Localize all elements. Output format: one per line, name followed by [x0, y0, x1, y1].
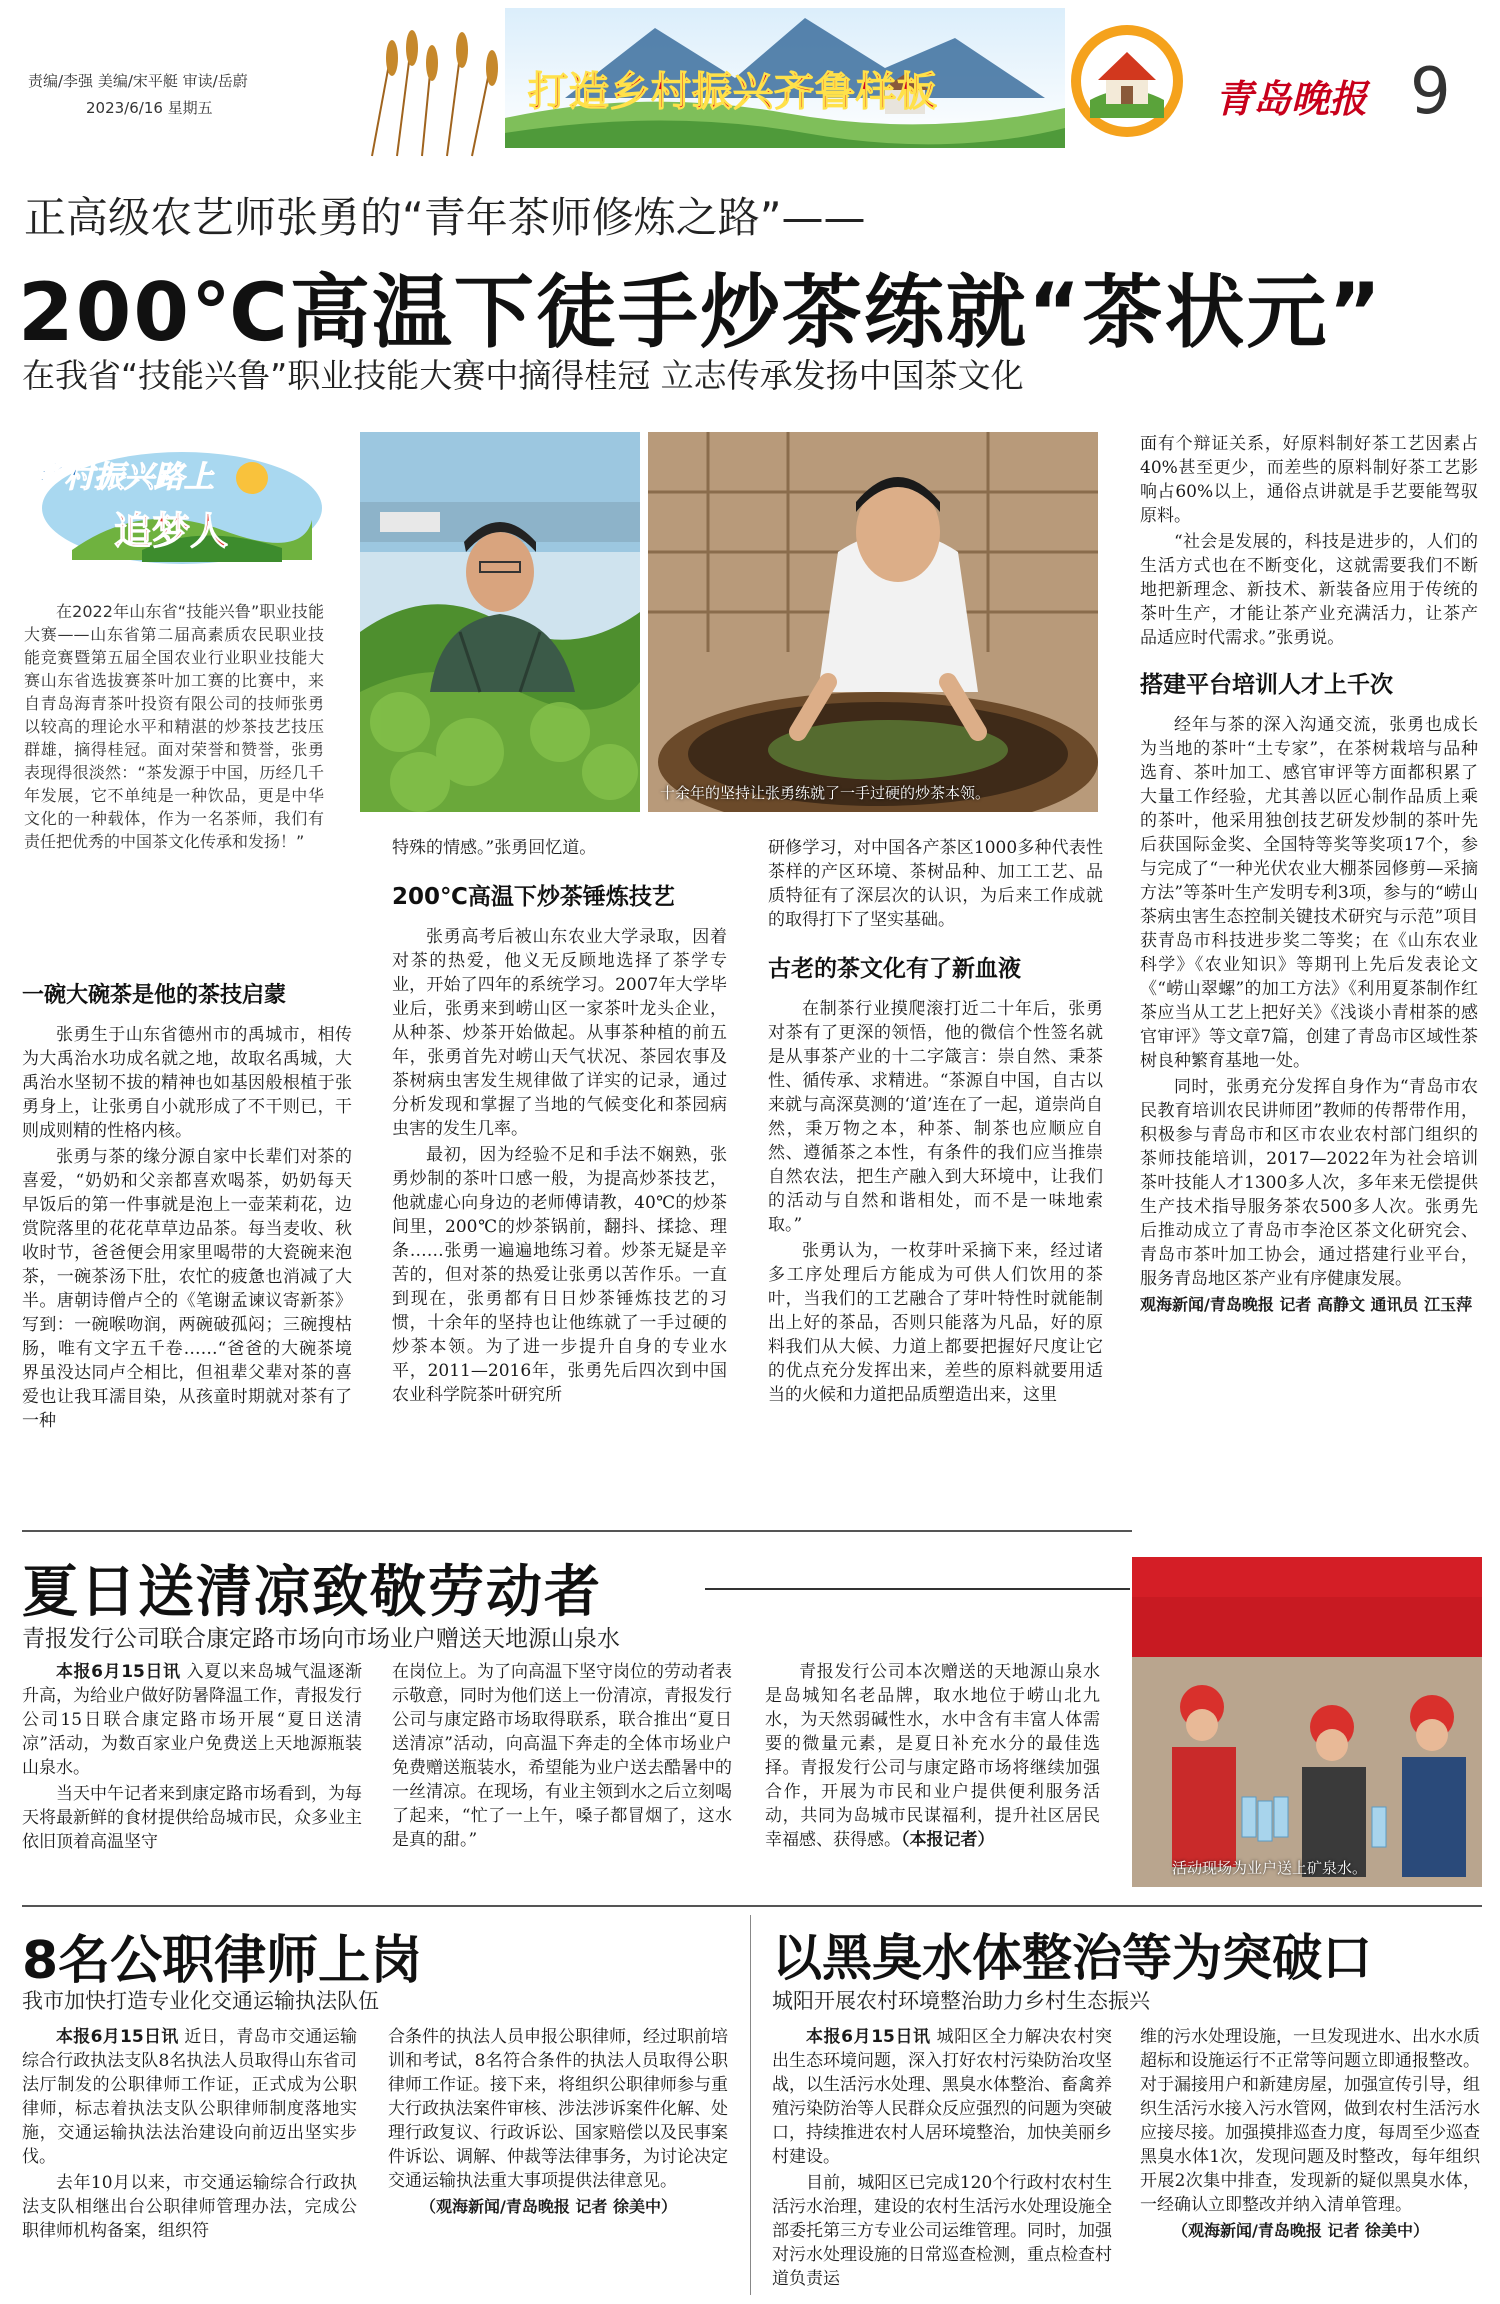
col3-paragraph-1: 在制茶行业摸爬滚打近二十年后，张勇对茶有了更深的领悟，他的微信个性签名就是从事茶产业的十二字箴言：崇自然、秉茶性、循传承、求精进。“茶源自中国，自古以来就与高深莫测的‘道’连在了一起，道崇尚自然，秉万物之本，种茶、制茶也应顺应自然、遵循茶之本性，有条件的我们应当推崇自然农法，把生产融入到大环境中，让我们的活动与自然和谐相处，而不是一味地索取。”: [768, 999, 1103, 1235]
story3-paragraph-3: 合条件的执法人员申报公职律师，经过职前培训和考试，8名符合条件的执法人员取得公职律师工作证。接下来，将组织公职律师参与重大行政执法案件审核、涉法涉诉案件化解、处理行政复议、行政诉讼、国家赔偿以及民事案件诉讼、调解、仲裁等法律事务，为讨论决定交通运输执法重大事项提供法律意见。: [388, 2027, 728, 2191]
story3-byline: （观海新闻/青岛晚报 记者 徐美中）: [420, 2197, 677, 2216]
section-divider: [22, 1530, 1132, 1532]
section-divider-2: [22, 1905, 1482, 1907]
lead-col3: [768, 836, 1103, 1516]
column-divider: [750, 1915, 751, 2295]
story2-col2: [392, 1660, 732, 1895]
col1-paragraph-2: 张勇与茶的缘分源自家中长辈们对茶的喜爱，“奶奶和父亲都喜欢喝茶，奶奶每天早饭后的第一件事就是泡上一壶茉莉花，边赏院落里的花花草草边品茶。每当麦收、秋收时节，爸爸便会用家里喝带的大瓷碗来泡茶，一碗茶汤下肚，农忙的疲惫也消减了大半。唐朝诗僧卢仝的《笔谢孟谏议寄新茶》写到：一碗喉吻润，两碗破孤闷；三碗搜枯肠，唯有文字五千卷……“爸爸的大碗茶境界虽没达同卢仝相比，但祖辈父辈对茶的喜爱也让我耳濡目染，从孩童时期就对茶有了一种: [22, 1147, 352, 1431]
col2-paragraph-2: 最初，因为经验不足和手法不娴熟，张勇炒制的茶叶口感一般，为提高炒茶技艺，他就虚心向身边的老师傅请教，40℃的炒茶间里，200℃的炒茶锅前，翻抖、揉捻、理条……张勇一遍遍地练习着。炒茶无疑是辛苦的，但对茶的热爱让张勇以苦作乐。一直到现在，张勇都有日日炒茶锤炼技艺的习惯，十余年的坚持也让他练就了一手过硬的炒茶本领。为了进一步提升自身的专业水平，2011—2016年，张勇先后四次到中国农业科学院茶叶研究所: [392, 1145, 727, 1405]
col4-paragraph-3: 经年与茶的深入沟通交流，张勇也成长为当地的茶叶“土专家”，在茶树栽培与品种选育、茶叶加工、感官审评等方面都积累了大量工作经验，尤其善以匠心制作品质上乘的茶叶，他采用独创技艺研发炒制的茶叶先后获国际金奖、全国特等奖等奖项17个，参与完成了“一种光伏农业大棚茶园修剪—采摘方法”等茶叶生产发明专利3项，参与的“崂山茶病虫害生态控制关键技术研究与示范”项目获青岛市科技进步奖二等奖；在《山东农业科学》《农业知识》等期刊上先后发表论文《“崂山翠螺”的加工方法》《利用夏茶制作红茶应当从工艺上把好关》《浅谈小青柑茶的感官审评》等文章7篇，创建了青岛市区域性茶树良种繁育基地一处。: [1140, 715, 1478, 1071]
tea-field-photo: [360, 432, 640, 812]
story2-col1: [22, 1660, 362, 1895]
badge-line2: 追梦人: [114, 509, 229, 553]
water-giveaway-photo-wrap: [1132, 1557, 1482, 1887]
lead-subtitle: 在我省“技能兴鲁”职业技能大赛中摘得桂冠 立志传承发扬中国茶文化: [22, 356, 1024, 395]
water-giveaway-photo: [1132, 1557, 1482, 1887]
paper-name: 青岛晚报: [1215, 76, 1368, 121]
lead-title: 200℃高温下徒手炒茶练就“茶状元”: [18, 266, 1384, 359]
col3-paragraph-0: 研修学习，对中国各产茶区1000多种代表性茶样的产区环境、茶树品种、加工工艺、品质特征有了深层次的认识，为后来工作成就的取得打下了坚实基础。: [768, 838, 1103, 930]
col1-paragraph-1: 张勇生于山东省德州市的禹城市，相传为大禹治水功成名就之地，故取名禹城，大禹治水坚韧不拔的精神也如基因般根植于张勇身上，让张勇自小就形成了不干则已，干则成则精的性格内核。: [22, 1025, 352, 1141]
section-heading-4: 搭建平台培训人才上千次: [1140, 672, 1393, 698]
col4-paragraph-1: 面有个辩证关系，好原料制好茶工艺因素占40%甚至更少，而差些的原料制好茶工艺影响占60%以上，通俗点讲就是手艺要能驾驭原料。: [1140, 434, 1478, 526]
wheat-icon: [352, 28, 512, 158]
story4-byline: （观海新闻/青岛晚报 记者 徐美中）: [1172, 2221, 1429, 2240]
story3-col2: [388, 2025, 728, 2295]
story3-p1-text: 近日，青岛市交通运输综合行政执法支队8名执法人员取得山东省司法厅制发的公职律师工作证，正式成为公职律师，标志着执法支队公职律师制度落地实施，交通运输执法法治建设向前迈出坚实步伐。: [22, 2027, 357, 2167]
lead-kicker: 正高级农艺师张勇的“青年茶师修炼之路”——: [24, 193, 866, 242]
story2-p4-text: 青报发行公司本次赠送的天地源山泉水是岛城知名老品牌，取水地位于崂山北九水，为天然弱碱性水，水中含有丰富人体需要的微量元素，是夏日补充水分的最佳选择。青报发行公司与康定路市场将继续加强合作，开展为市民和业户提供便利服务活动，共同为岛城市民谋福利，提升社区居民幸福感、获得感。: [765, 1662, 1100, 1850]
story2-paragraph-1: [22, 1660, 362, 1780]
editors-line: 责编/李强 美编/宋平艇 审读/岳蔚: [28, 72, 248, 90]
story3-col1: [22, 2025, 357, 2295]
story2-col3: [765, 1660, 1100, 1895]
story3-subtitle: 我市加快打造专业化交通运输执法队伍: [22, 1989, 379, 2013]
section-heading-2: 200℃高温下炒茶锤炼技艺: [392, 884, 675, 910]
lead-intro: [24, 600, 324, 960]
story2-title: 夏日送清凉致敬劳动者: [22, 1560, 602, 1625]
story3-title: 8名公职律师上岗: [22, 1931, 423, 1991]
lead-col1: [22, 970, 352, 1515]
col2-paragraph-1: 张勇高考后被山东农业大学录取，因着对茶的热爱，他义无反顾地选择了茶学专业，开始了四年的系统学习。2007年大学毕业后，张勇来到崂山区一家茶叶龙头企业，从种茶、炒茶开始做起。从事茶种植的前五年，张勇首先对崂山天气状况、茶园农事及茶树病虫害发生规律做了详实的记录，通过分析发现和掌握了当地的气候变化和茶园病虫害的发生几率。: [392, 927, 727, 1139]
story3-paragraph-2: 去年10月以来，市交通运输综合行政执法支队相继出台公职律师管理办法，完成公职律师机构备案，组织符: [22, 2173, 357, 2241]
story2-paragraph-4: [765, 1660, 1100, 1852]
story4-paragraph-2: 目前，城阳区已完成120个行政村农村生活污水治理，建设的农村生活污水处理设施全部委托第三方专业公司运维管理。同时，加强对污水处理设施的日常巡查检测，重点检查村道负责运: [772, 2173, 1112, 2289]
story2-byline: （本报记者）: [901, 1830, 995, 1850]
section-heading-3: 古老的茶文化有了新血液: [768, 956, 1021, 982]
story4-paragraph-3: 维的污水处理设施，一旦发现进水、出水水质超标和设施运行不正常等问题立即通报整改。对于漏接用户和新建房屋，加强宣传引导，组织生活污水接入污水管网，做到农村生活污水应接尽接。加强摸排巡查力度，每周至少巡查黑臭水体1次，发现问题及时整改，每年组织开展2次集中排查，发现新的疑似黑臭水体，一经确认立即整改并纳入清单管理。: [1140, 2027, 1480, 2215]
lead-col2: [392, 836, 727, 1516]
masthead: [0, 0, 1500, 150]
story2-paragraph-3: 在岗位上。为了向高温下坚守岗位的劳动者表示敬意，同时为他们送上一份清凉，青报发行公司与康定路市场取得联系，联合推出“夏日送清凉”活动，向高温下奔走的全体市场业户免费赠送瓶装水，希望能为业户送去酷暑中的一丝清凉。在现场，有业主领到水之后立刻喝了起来，“忙了一上午，嗓子都冒烟了，这水是真的甜。”: [392, 1662, 732, 1850]
rural-revitalization-badge: [22, 430, 322, 570]
story4-lead-label: 本报6月15日讯: [806, 2027, 931, 2047]
story2-photo-caption: 活动现场为业户送上矿泉水。: [1172, 1859, 1368, 1877]
lead-col4: [1140, 432, 1478, 1517]
page-number: 9: [1410, 55, 1451, 129]
col4-paragraph-2: “社会是发展的，科技是进步的，人们的生活方式也在不断变化，这就需要我们不断地把新理念、新技术、新装备应用于传统的茶叶生产，才能让茶产业充满活力，让茶产品适应时代需求。”张勇说。: [1140, 532, 1478, 648]
banner-title: 打造乡村振兴齐鲁样板: [528, 69, 938, 115]
story4-paragraph-1: [772, 2025, 1112, 2169]
photo-caption: 十余年的坚持让张勇练就了一手过硬的炒茶本领。: [660, 784, 991, 802]
tea-frying-photo-wrap: [648, 432, 1098, 812]
story2-subtitle: 青报发行公司联合康定路市场向市场业户赠送天地源山泉水: [22, 1626, 620, 1652]
story4-subtitle: 城阳开展农村环境整治助力乡村生态振兴: [772, 1989, 1150, 2013]
badge-line1: 乡村振兴路上: [34, 460, 214, 495]
tea-frying-photo: [648, 432, 1098, 812]
story4-col2: [1140, 2025, 1480, 2295]
story2-p1-text: 入夏以来岛城气温逐渐升高，为给业户做好防暑降温工作，青报发行公司15日联合康定路市场开展“夏日送清凉”活动，为数百家业户免费送上天地源瓶装山泉水。: [22, 1662, 362, 1778]
story2-title-rule: [705, 1588, 1130, 1590]
story3-lead-label: 本报6月15日讯: [56, 2027, 179, 2047]
story4-col1: [772, 2025, 1112, 2295]
story4-title: 以黑臭水体整治等为突破口: [772, 1929, 1372, 1987]
col2-paragraph-0: 特殊的情感。”张勇回忆道。: [392, 838, 597, 858]
issue-date: 2023/6/16 星期五: [86, 99, 213, 117]
story4-p1-text: 城阳区全力解决农村突出生态环境问题，深入打好农村污染防治攻坚战，以生活污水处理、黑臭水体整治、畜禽养殖污染防治等人民群众反应强烈的问题为突破口，持续推进农村人居环境整治，加快美丽乡村建设。: [772, 2027, 1112, 2167]
story2-paragraph-2: 当天中午记者来到康定路市场看到，为每天将最新鲜的食材提供给岛城市民，众多业主依旧顶着高温坚守: [22, 1784, 362, 1852]
intro-paragraph: 在2022年山东省“技能兴鲁”职业技能大赛——山东省第二届高素质农民职业技能竞赛暨第五届全国农业行业职业技能大赛山东省选拔赛茶叶加工赛的比赛中，来自青岛海青茶叶投资有限公司的技师张勇以较高的理论水平和精湛的炒茶技艺技压群雄，摘得桂冠。面对荣誉和赞誉，张勇表现得很淡然：“茶发源于中国，历经几千年发展，它不单纯是一种饮品，更是中华文化的一种载体，作为一名茶师，我们有责任把优秀的中国茶文化传承和发扬！”: [24, 602, 324, 851]
col4-paragraph-4: 同时，张勇充分发挥自身作为“青岛市农民教育培训农民讲师团”教师的传帮带作用，积极参与青岛市和区市农业农村部门组织的茶师技能培训，2017—2022年为社会培训茶叶技能人才1300多人次，多年来无偿提供生产技术指导服务茶农500多人次。张勇先后推动成立了青岛市李沧区茶文化研究会、青岛市茶叶加工协会，通过搭建行业平台，服务青岛地区茶产业有序健康发展。: [1140, 1077, 1478, 1289]
story3-paragraph-1: [22, 2025, 357, 2169]
house-logo-icon: [1068, 22, 1186, 140]
lead-byline: 观海新闻/青岛晚报 记者 高静文 通讯员 江玉萍: [1140, 1295, 1473, 1314]
story2-lead-label: 本报6月15日讯: [56, 1662, 181, 1682]
col3-paragraph-2: 张勇认为，一枚芽叶采摘下来，经过诸多工序处理后方能成为可供人们饮用的茶叶，当我们的工艺融合了芽叶特性时就能制出上好的茶品，否则只能落为凡品，好的原料我们从大候、力道上都要把握好尺度让它的优点充分发挥出来，差些的原料就要用适当的火候和力道把品质塑造出来，这里: [768, 1241, 1103, 1405]
section-heading-1: 一碗大碗茶是他的茶技启蒙: [22, 983, 287, 1008]
